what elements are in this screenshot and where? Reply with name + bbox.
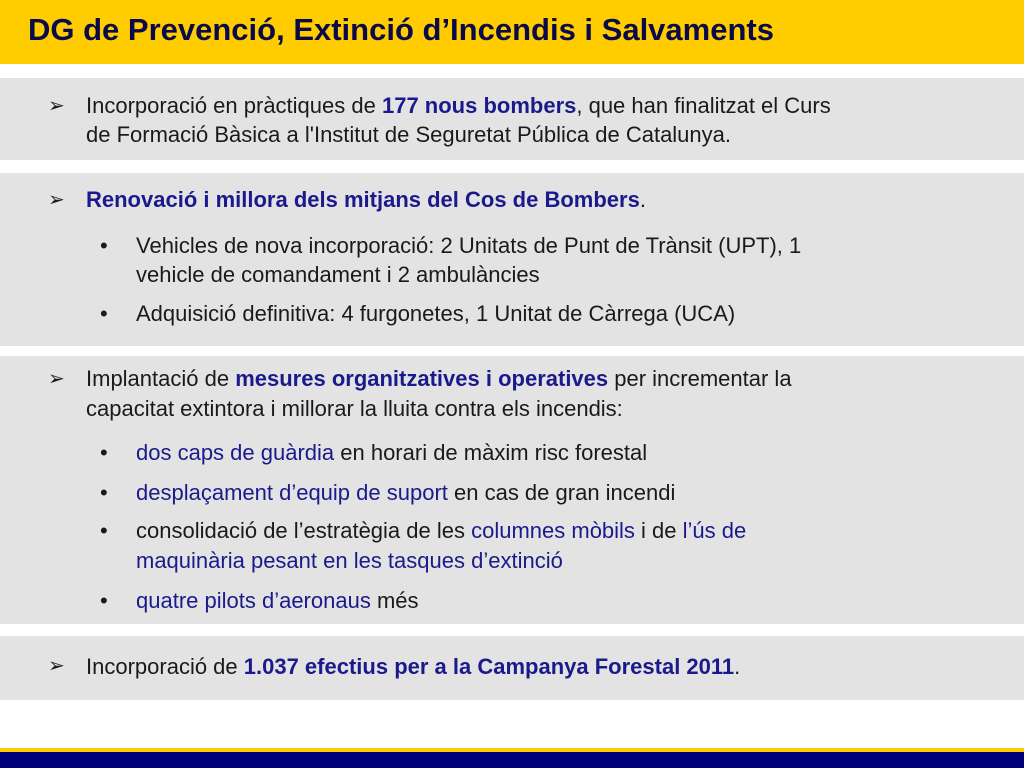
arrow-bullet-icon: ➢ <box>48 95 65 117</box>
highlight-text: mesures organitzatives i operatives <box>235 366 609 391</box>
bullet-icon: • <box>100 480 108 505</box>
section-organizational-measures <box>0 356 1024 624</box>
section-3-line-2: capacitat extintora i millorar la lluita contra els incendis: <box>86 396 623 421</box>
highlight-text: quatre pilots d’aeronaus <box>136 588 371 613</box>
bullet-mobile-columns-line-2: maquinària pesant en les tasques d’extinció <box>136 548 563 573</box>
text: en cas de gran incendi <box>447 480 676 505</box>
section-new-firefighters <box>0 78 1024 160</box>
text: i de <box>634 518 683 543</box>
text: Incorporació en pràctiques de <box>86 93 382 118</box>
arrow-bullet-icon: ➢ <box>48 655 65 677</box>
title-bar <box>0 0 1024 64</box>
highlight-text: l’ús de <box>682 518 747 543</box>
text: , que han finalitzat el Curs <box>576 93 831 118</box>
bullet-pilots <box>136 590 419 612</box>
bullet-acquisition: Adquisició definitiva: 4 furgonetes, 1 Unitat de Càrrega (UCA) <box>136 301 736 326</box>
bullet-vehicles-line-1: Vehicles de nova incorporació: 2 Unitats de Punt de Trànsit (UPT), 1 <box>136 233 802 258</box>
highlight-text: desplaçament d’equip de suport <box>136 480 448 505</box>
text: Implantació de <box>86 366 236 391</box>
section-2-heading <box>86 189 646 211</box>
bullet-vehicles-line-2: vehicle de comandament i 2 ambulàncies <box>136 262 540 287</box>
highlight-text: 1.037 efectius per a la Campanya Forestal 2011 <box>243 654 735 679</box>
text: més <box>370 588 419 613</box>
bullet-icon: • <box>100 440 108 465</box>
highlight-text: 177 nous bombers <box>381 93 577 118</box>
text: . <box>734 654 741 679</box>
bullet-support-team <box>136 482 675 504</box>
text: consolidació de l’estratègia de les <box>136 518 472 543</box>
highlight-text: columnes mòbils <box>471 518 635 543</box>
highlight-text: dos caps de guàrdia <box>136 440 335 465</box>
text: per incrementar la <box>608 366 792 391</box>
text: . <box>639 187 646 212</box>
bullet-duty-chiefs <box>136 442 647 464</box>
section-3-line-1 <box>86 368 792 390</box>
arrow-bullet-icon: ➢ <box>48 368 65 390</box>
highlight-text: Renovació i millora dels mitjans del Cos de Bombers <box>86 187 640 212</box>
section-forest-campaign <box>0 636 1024 700</box>
section-1-line-1 <box>86 95 831 117</box>
text: en horari de màxim risc forestal <box>334 440 648 465</box>
text: Incorporació de <box>86 654 244 679</box>
footer-bar <box>0 752 1024 768</box>
arrow-bullet-icon: ➢ <box>48 189 65 211</box>
bullet-icon: • <box>100 301 108 326</box>
section-1-line-2: de Formació Bàsica a l'Institut de Seguretat Pública de Catalunya. <box>86 122 732 147</box>
slide-title: DG de Prevenció, Extinció d’Incendis i Salvaments <box>28 12 774 47</box>
bullet-mobile-columns-line-1 <box>136 520 746 542</box>
bullet-icon: • <box>100 233 108 258</box>
section-4-line <box>86 656 740 678</box>
bullet-icon: • <box>100 518 108 543</box>
section-fleet-renewal <box>0 173 1024 346</box>
bullet-icon: • <box>100 588 108 613</box>
